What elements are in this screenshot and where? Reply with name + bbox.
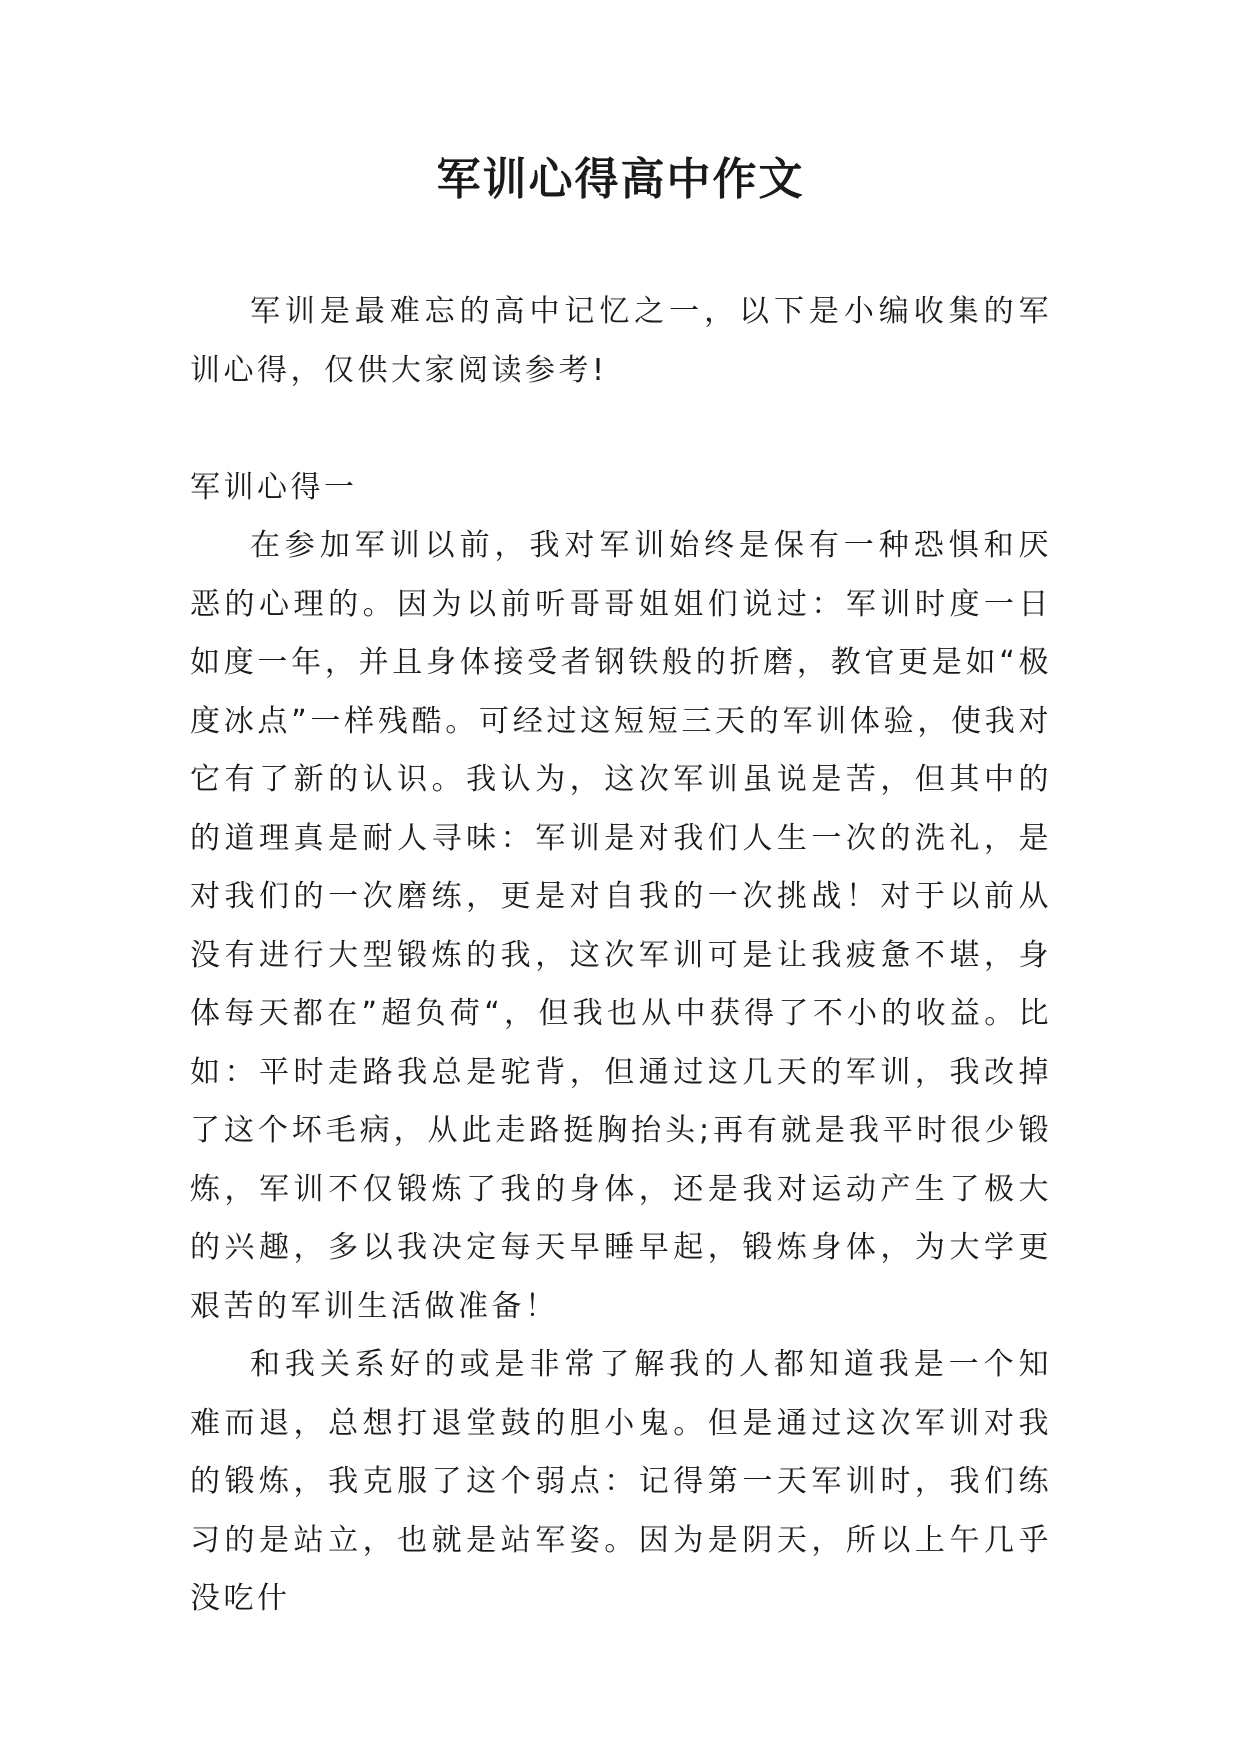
document-body [190,283,1052,1629]
paragraph-spacer [190,400,1052,459]
document-title: 军训心得高中作文 [436,154,805,205]
body-paragraph-1: 在参加军训以前，我对军训始终是保有一种恐惧和厌恶的心理的。因为以前听哥哥姐姐们说过：军训时度一日如度一年，并且身体接受者钢铁般的折磨，教官更是如“极度冰点”一样残酷。可经过这短短三天的军训体验，使我对它有了新的认识。我认为，这次军训虽说是苦，但其中的的道理真是耐人寻味：军训是对我们人生一次的洗礼，是对我们的一次磨练，更是对自我的一次挑战！对于以前从没有进行大型锻炼的我，这次军训可是让我疲惫不堪，身体每天都在”超负荷“，但我也从中获得了不小的收益。比如：平时走路我总是驼背，但通过这几天的军训，我改掉了这个坏毛病，从此走路挺胸抬头;再有就是我平时很少锻炼，军训不仅锻炼了我的身体，还是我对运动产生了极大的兴趣，多以我决定每天早睡早起，锻炼身体，为大学更艰苦的军训生活做准备！ [190,528,1052,1324]
section-heading: 军训心得一 [190,469,358,505]
body-paragraph-2: 和我关系好的或是非常了解我的人都知道我是一个知难而退，总想打退堂鼓的胆小鬼。但是通过这次军训对我的锻炼，我克服了这个弱点：记得第一天军训时，我们练习的是站立，也就是站军姿。因为是阴天，所以上午几乎没吃什 [190,1347,1052,1616]
intro-paragraph: 军训是最难忘的高中记忆之一，以下是小编收集的军训心得，仅供大家阅读参考! [190,294,1052,388]
